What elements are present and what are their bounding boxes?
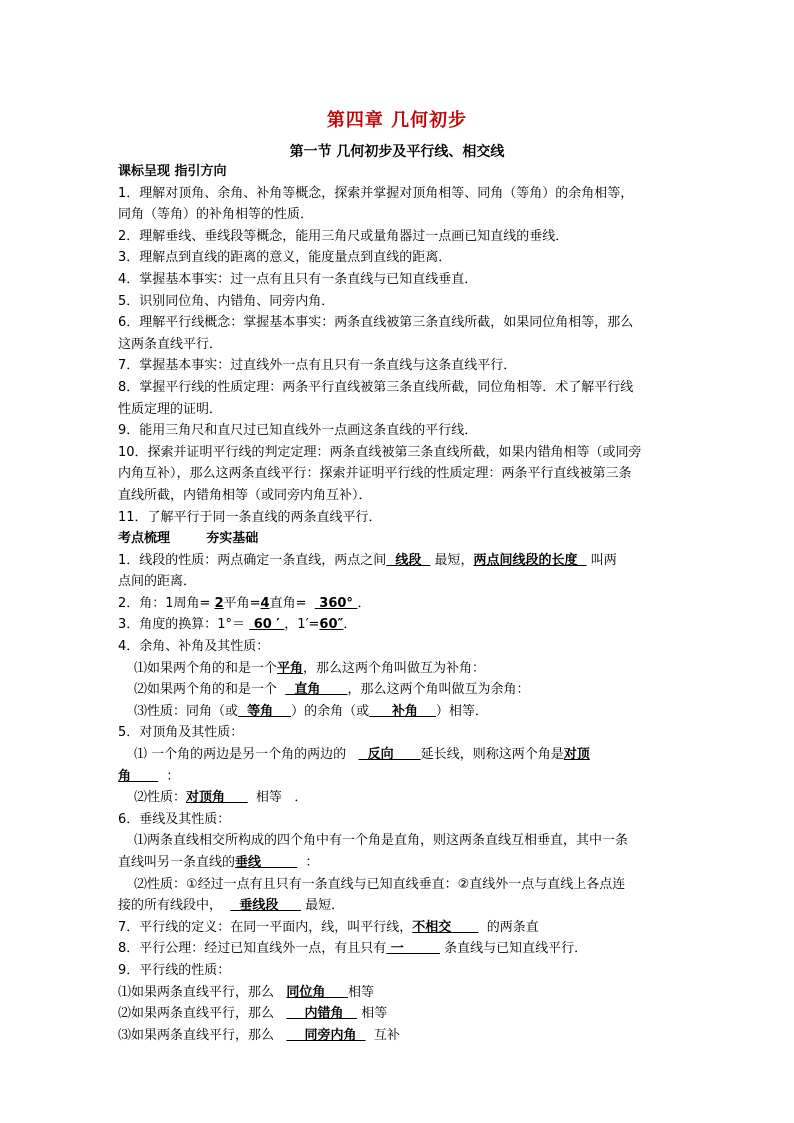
curriculum-list	[118, 183, 678, 529]
fill-blank: 内错角	[286, 1006, 358, 1022]
review-item-7: 7．平行线的定义：在同一平面内，线，叫平行线，不相交 的两条直	[118, 919, 539, 935]
document-body	[118, 161, 678, 1046]
curriculum-line: 4．掌握基本事实：过一点有且只有一条直线与已知直线垂直．	[118, 271, 478, 287]
review-heading: 考点梳理 夯实基础	[118, 531, 259, 547]
fill-blank: 4	[260, 595, 270, 611]
review-item-4-3: ⑶性质：同角（或 等角 ）的余角（或 补角 ）相等．	[134, 703, 488, 719]
fill-blank: 2	[214, 595, 224, 611]
curriculum-line: 10．探索并证明平行线的判定定理：两条直线被第三条直线所截，如果内错角相等（或同旁	[118, 444, 642, 460]
curriculum-line: 1．理解对顶角、余角、补角等概念，探索并掌握对顶角相等、同角（等角）的余角相等，	[118, 185, 634, 201]
review-item-6-2: ⑵性质：①经过一点有且只有一条直线与已知直线垂直：②直线外一点与直线上各点连	[134, 876, 626, 892]
fill-blank: 直角	[285, 682, 348, 698]
curriculum-line: 这两条直线平行．	[118, 336, 223, 352]
review-item-6-1-cont: 直线叫另一条直线的垂线 ：	[118, 855, 319, 870]
review-item-8: 8．平行公理：经过已知直线外一点，有且只有 一 条直线与已知直线平行．	[118, 941, 588, 957]
fill-blank: 线段	[386, 552, 431, 568]
curriculum-line: 3．理解点到直线的距离的意义，能度量点到直线的距离．	[118, 250, 452, 266]
review-item-3: 3．角度的换算：1°＝ 60 ′ ，1′=60″．	[118, 617, 357, 633]
fill-blank: 不相交	[412, 919, 479, 935]
curriculum-line: 6．理解平行线概念：掌握基本事实：两条直线被第三条直线所截，如果同位角相等，那么	[118, 315, 634, 331]
fill-blank: 两点间线段的长度	[473, 552, 587, 568]
review-item-2: 2．角：1周角= 2平角=4直角= 360° ．	[118, 595, 371, 611]
review-item-5-2: ⑵性质：对顶角 相等 ．	[134, 790, 308, 806]
review-item-9: 9．平行线的性质：	[118, 962, 231, 978]
fill-blank: 角	[118, 768, 159, 784]
review-item-9-2: ⑵如果两条直线平行，那么 内错角 相等	[118, 1006, 388, 1022]
fill-blank: 反向	[358, 747, 421, 763]
fill-blank: 60 ′	[249, 617, 285, 633]
fill-blank: 平角	[277, 660, 304, 676]
review-item-1: 1．线段的性质：两点确定一条直线，两点之间 线段 最短，两点间线段的长度 叫两	[118, 552, 617, 568]
review-item-5: 5．对顶角及其性质：	[118, 725, 244, 741]
review-item-4: 4．余角、补角及其性质：	[118, 639, 270, 655]
fill-blank: 一	[386, 941, 441, 957]
curriculum-line: 同角（等角）的补角相等的性质．	[118, 207, 314, 223]
fill-blank: 垂线	[235, 855, 298, 870]
fill-blank: 对顶	[563, 747, 590, 763]
curriculum-line: 内角互补），那么这两条直线平行：探索并证明平行线的性质定理：两条平行直线被第三条	[118, 466, 632, 482]
fill-blank: 对顶角	[186, 790, 248, 806]
fill-blank: 补角	[369, 703, 436, 719]
review-item-6-1: ⑴两条直线相交所构成的四个角中有一个角是直角，则这两条直线互相垂直，其中一条	[134, 833, 629, 849]
review-item-4-1: ⑴如果两个角的和是一个平角，那么这两个角叫做互为补角：	[134, 660, 486, 676]
curriculum-line: 8．掌握平行线的性质定理：两条平行直线被第三条直线所截，同位角相等．术了解平行线	[118, 379, 634, 395]
review-item-6: 6．垂线及其性质：	[118, 811, 231, 827]
review-item-5-1: ⑴ 一个角的两边是另一个角的两边的 反向 延长线，则称这两个角是对顶	[134, 747, 590, 763]
review-item-6-2-cont: 接的所有线段中， 垂线段 最短．	[118, 898, 345, 914]
curriculum-heading: 课标呈现 指引方向	[118, 164, 227, 179]
review-item-4-2: ⑵如果两个角的和是一个 直角 ，那么这两个角叫做互为余角：	[134, 682, 530, 698]
review-item-9-1: ⑴如果两条直线平行，那么 同位角 相等	[118, 984, 375, 1000]
fill-blank: 60″	[319, 617, 344, 633]
fill-blank: 360°	[314, 595, 358, 611]
curriculum-line: 9．能用三角尺和直尺过已知直线外一点画这条直线的平行线．	[118, 423, 478, 439]
fill-blank: 等角	[238, 703, 292, 719]
curriculum-line: 2．理解垂线、垂线段等概念，能用三角尺或量角器过一点画已知直线的垂线．	[118, 228, 569, 244]
fill-blank: 同旁内角	[286, 1027, 366, 1043]
review-item-5-1-cont: 角 ：	[118, 768, 180, 784]
curriculum-line: 性质定理的证明．	[118, 401, 223, 417]
fill-blank: 垂线段	[230, 898, 301, 914]
chapter-title: 第四章 几何初步	[326, 110, 468, 131]
curriculum-line: 直线所截，内错角相等（或同旁内角互补）．	[118, 487, 372, 503]
review-item-1-cont: 点间的距离．	[118, 574, 197, 590]
curriculum-line: 11．了解平行于同一条直线的两条直线平行．	[118, 509, 382, 525]
review-item-9-3: ⑶如果两条直线平行，那么 同旁内角 互补	[118, 1027, 400, 1043]
curriculum-line: 7．掌握基本事实：过直线外一点有且只有一条直线与这条直线平行．	[118, 358, 517, 374]
section-title: 第一节 几何初步及平行线、相交线	[289, 144, 505, 160]
fill-blank: 同位角	[286, 984, 349, 1000]
curriculum-line: 5．识别同位角、内错角、同旁内角．	[118, 293, 335, 309]
